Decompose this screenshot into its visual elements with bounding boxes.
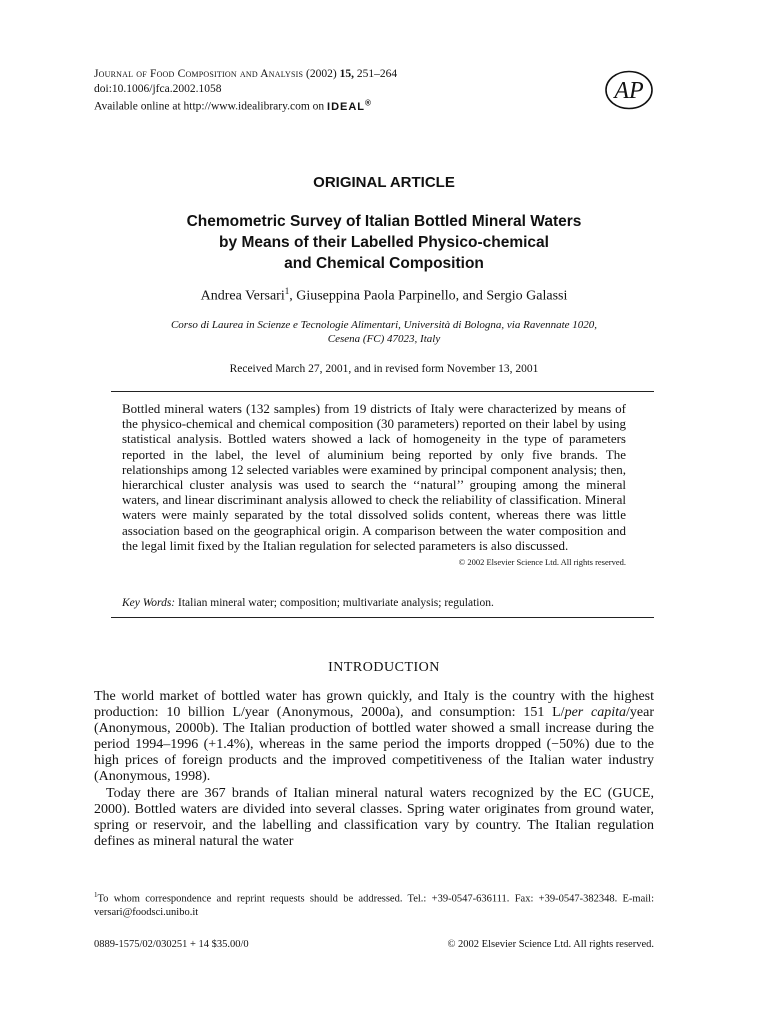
footnote-mark: 1 xyxy=(94,891,98,899)
author-rest: , Giuseppina Paola Parpinello, and Sergio Galassi xyxy=(289,288,568,304)
footnote-text: To whom correspondence and reprint requests should be addressed. Tel.: +39-0547-636111. Fax: +39-0547-382348. E-mail: versari@foodsci.unibo.it xyxy=(94,893,654,918)
introduction-heading: INTRODUCTION xyxy=(328,660,440,675)
abstract-bottom-rule xyxy=(111,617,654,618)
journal-citation-line xyxy=(94,67,534,82)
keywords-label: Key Words: xyxy=(122,597,176,609)
keywords-text: Italian mineral water; composition; multivariate analysis; regulation. xyxy=(178,597,494,609)
ideal-logo xyxy=(327,98,372,113)
journal-header xyxy=(94,67,534,114)
ideal-logo-text: IDEAL xyxy=(327,100,366,113)
title-line: and Chemical Composition xyxy=(284,255,484,272)
abstract-top-rule xyxy=(111,391,654,392)
paragraph-text: /year (Anonymous, 2000b). The Italian production of bottled water showed a small increase during the period 1994–1996 (+1.4%), whereas in the same period the imports dropped (−50%) due to the high prices of foreign products and the improved competitiveness of the Italian water industry (Anonymous, 1998). xyxy=(94,705,655,785)
section-label: ORIGINAL ARTICLE xyxy=(313,174,455,191)
affiliation-line: Corso di Laurea in Scienze e Tecnologie Alimentari, Università di Bologna, via Ravennate 1020, xyxy=(170,319,598,331)
journal-name: Journal of Food Composition and Analysis xyxy=(94,68,304,80)
introduction-paragraph xyxy=(94,689,654,786)
footer-copyright: © 2002 Elsevier Science Ltd. All rights reserved. xyxy=(447,939,654,950)
affiliation-line: Cesena (FC) 47023, Italy xyxy=(327,333,441,345)
journal-year: (2002) xyxy=(306,68,337,80)
abstract-copyright: © 2002 Elsevier Science Ltd. All rights reserved. xyxy=(458,557,626,568)
author-footnote-mark: 1 xyxy=(284,286,290,296)
available-online-text: Available online at http://www.idealibrary.com on xyxy=(94,100,325,113)
ideal-registered-mark: ® xyxy=(365,98,372,107)
doi: doi:10.1006/jfca.2002.1058 xyxy=(94,82,222,95)
received-dates: Received March 27, 2001, and in revised form November 13, 2001 xyxy=(229,363,539,375)
authors xyxy=(0,286,768,305)
author-first: Andrea Versari xyxy=(200,288,285,304)
article-title xyxy=(94,211,674,274)
paragraph-text: The world market of bottled water has grown quickly, and Italy is the country with the highest production: 10 billion L/year (Anonymous, 2000a), and consumption: 151 L/ xyxy=(94,689,654,721)
title-line: Chemometric Survey of Italian Bottled Mineral Waters xyxy=(186,213,582,230)
abstract-text: Bottled mineral waters (132 samples) from 19 districts of Italy were characterized by means of the physico-chemical and chemical composition (30 parameters) reported on their label by using statistical analysis. Bottled waters showed a lack of homogeneity in the type of parameters reported in the label, the level of aluminium being reported by only five brands. The relationships among 12 selected variables were examined by principal component analysis; then, hierarchical cluster analysis was used to search the ‘‘natural’’ grouping among the mineral waters, and linear discriminant analysis allowed to check the reliability of classification. Mineral waters were mainly separated by the total dissolved solids content, whereas there was little association based on the geographical origin. A comparison between the water composition and the legal limit fixed by the Italian regulation for selected parameters is also discussed. xyxy=(122,401,626,553)
academic-press-logo xyxy=(604,70,654,110)
abstract xyxy=(122,401,626,570)
introduction-body xyxy=(94,689,654,850)
footnote xyxy=(94,889,654,920)
journal-volume: 15, xyxy=(339,68,354,80)
keywords xyxy=(122,597,642,609)
introduction-paragraph: Today there are 367 brands of Italian mineral natural waters recognized by the EC (GUCE, 2000). Bottled waters are divided into several classes. Spring water originates from ground water, spring or reservoir, and the labelling and classification vary by country. The Italian regulation defines as mineral natural the water xyxy=(94,785,654,849)
affiliation xyxy=(94,318,674,346)
title-line: by Means of their Labelled Physico-chemical xyxy=(219,234,549,251)
footer-code: 0889-1575/02/030251 + 14 $35.00/0 xyxy=(94,939,249,950)
paragraph-italic-text: per capita xyxy=(564,705,627,721)
available-online-line xyxy=(94,96,534,114)
journal-pages: 251–264 xyxy=(356,68,398,80)
ap-logo-text: AP xyxy=(614,78,644,104)
